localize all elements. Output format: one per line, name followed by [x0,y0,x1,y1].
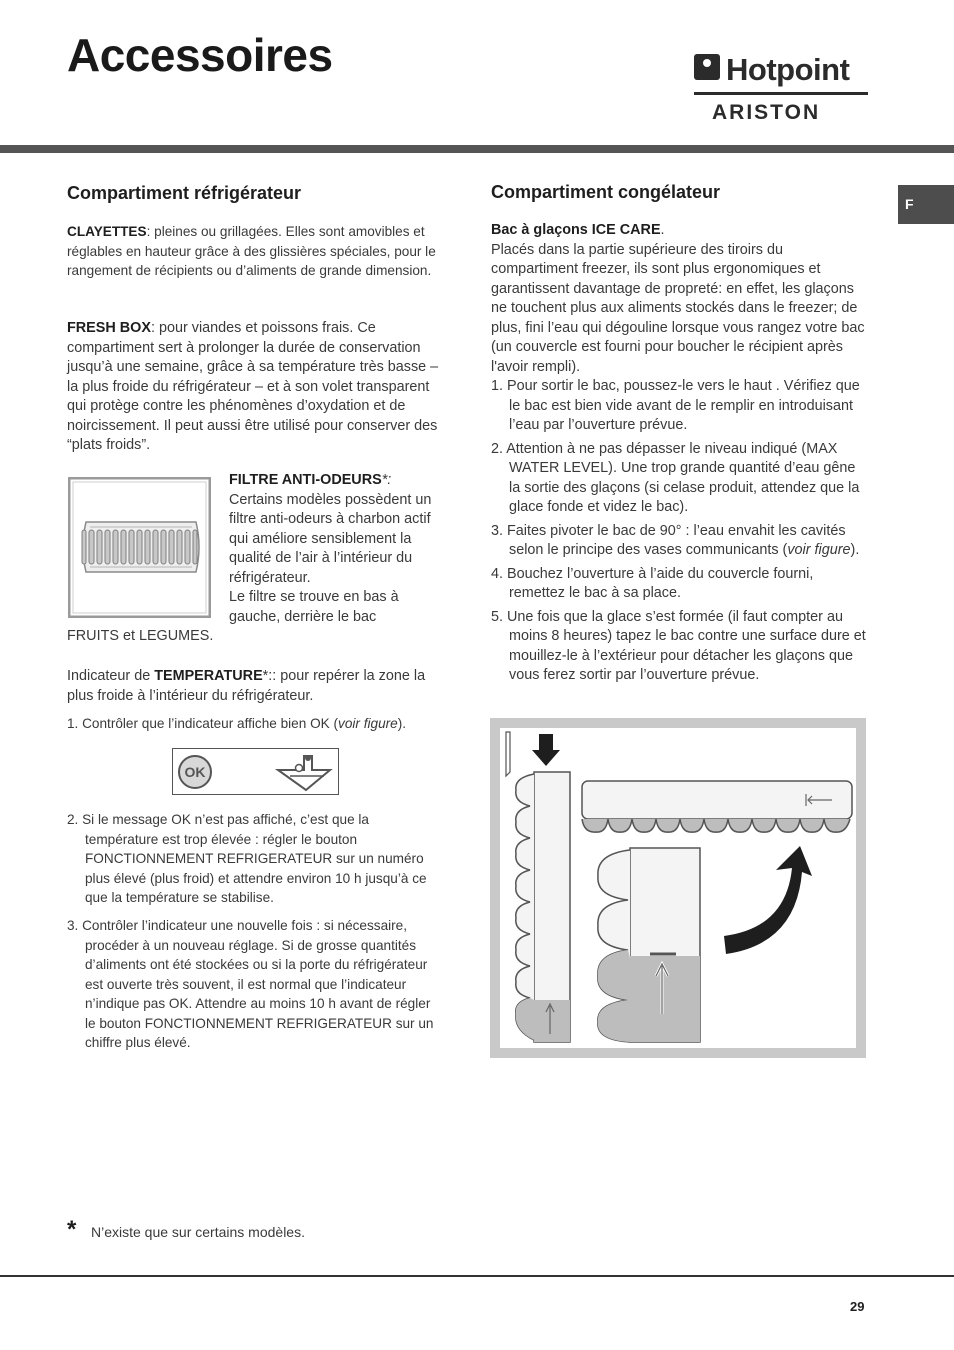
filtre-location: Le filtre se trouve en bas à gauche, derrière le bac [229,589,399,625]
ice-tray-horizontal [582,781,852,832]
header-rule [0,145,954,153]
language-tab-label: F [905,196,914,212]
filtre-location-end: FRUITS et LEGUMES. [67,628,214,644]
ice-step-3: 3. Faites pivoter le bac de 90° : l’eau envahit les cavités selon le principe des vases communicants (voir figure). [491,522,860,558]
footnote-star: * [67,1216,77,1243]
freshbox-label: FRESH BOX [67,320,151,336]
footer-rule [0,1275,954,1277]
fridge-step-3: 3. Contrôler l’indicateur une nouvelle fois : si nécessaire, procéder à un nouveau réglage. Si de grosse quantités d’aliments ont été stockées ou si la porte du réfrigérateur est ouverte très souvent, il est normal que l’indicateur n’indique pas OK. Attendre au moins 10 h avant de régler le bouton FONCTIONNEMENT REFRIGERATEUR sur un chiffre plus élevé. [67,918,434,1050]
logo-sub: ARISTON [712,101,821,124]
temp-label: TEMPERATURE [154,668,263,684]
clayettes-label: CLAYETTES [67,224,147,239]
ice-care-section [491,221,869,690]
ok-label: OK [184,764,206,780]
filtre-label: FILTRE ANTI-ODEURS [229,472,382,488]
logo-divider [694,92,868,95]
temp-text: :: pour repérer la zone la plus froide à l’intérieur du réfrigérateur. [67,668,426,704]
brand-logo [694,50,868,126]
fridge-heading: Compartiment réfrigérateur [67,183,302,203]
temp-star: * [262,668,269,684]
ice-step-2: 2. Attention à ne pas dépasser le niveau indiqué (MAX WATER LEVEL). Une trop grande quantité d’eau gêne la sortie des glaçons (si celase produit, attendez que la glace fonde et videz le bac). [491,440,860,515]
page-number: 29 [850,1299,865,1314]
page-title: Accessoires [67,29,333,81]
temperature-paragraph [67,667,447,706]
language-tab [898,185,954,224]
footnote-text: N’existe que sur certains modèles. [91,1224,305,1240]
ice-step-5: 5. Une fois que la glace s’est formée (il faut compter au moins 8 heures) tapez le bac contre une surface dure et mouillez-le à l’extérieur pour détacher les glaçons que vous ferez sortir par l’ouverture prévue. [491,608,866,683]
ice-care-intro: Bac à glaçons ICE CARE. Placés dans la partie supérieure des tiroirs du compartiment freezer, ils sont plus ergonomiques et garantissent davantage de propreté: en effet, les glaçons ne touchent plus aux aliments stockés dans le freezer; de plus, fini l’eau qui dégouline lorsque vous rangez votre bac (un couvercle est fourni pour boucher le récipient après l'avoir rempli). [491,222,865,375]
freezer-heading: Compartiment congélateur [491,182,721,202]
clayettes-paragraph [67,222,439,281]
fridge-step-1: 1. Contrôler que l’indicateur affiche bien OK (voir figure). [67,716,407,731]
temp-prefix: Indicateur de [67,668,155,684]
freshbox-text: : pour viandes et poissons frais. Ce compartiment sert à prolonger la durée de conservation jusqu’à une semaine, grâce à sa température très basse – la plus froide du réfrigérateur – et à son volet transparent qui protège contre les phénomènes d’oxydation et de noircissement. Il peut aussi être utilisé pour conserver des “plats froids”. [67,320,439,453]
filtre-star: *: [381,472,392,488]
ice-tray-rotated [598,848,700,1042]
clayettes-text: : pleines ou grillagées. Elles sont amovibles et réglables en hauteur grâce à des glissières spéciales, pour le rangement de récipients ou d’aliments de grande dimension. [67,224,436,278]
fridge-step-2: 2. Si le message OK n’est pas affiché, c’est que la température est trop élevée : régler le bouton FONCTIONNEMENT REFRIGERATEUR sur un numéro plus élevé (plus froid) et attendre environ 10 h jusqu’à ce que la température se stabilise. [67,812,427,905]
ice-step-4: 4. Bouchez l’ouverture à l’aide du couvercle fourni, remettez le bac à sa place. [491,565,814,601]
filtre-text: Certains modèles possèdent un filtre anti-odeurs à charbon actif qui améliore sensiblement la qualité de l’air à l’intérieur du réfrigérateur. [229,491,432,586]
logo-brand: Hotpoint [726,52,850,87]
logo-mark-icon [694,54,720,80]
ice-tray-illustration [490,718,866,1058]
filtre-paragraph [229,471,449,627]
temperature-indicator [172,748,339,795]
filter-illustration [68,477,211,618]
ice-step-1: 1. Pour sortir le bac, poussez-le vers le haut . Vérifiez que le bac est bien vide avant de le remplir en introduisant l’eau par l’ouverture prévue. [491,378,860,433]
freshbox-paragraph [67,319,443,456]
filter-icon [68,477,211,618]
